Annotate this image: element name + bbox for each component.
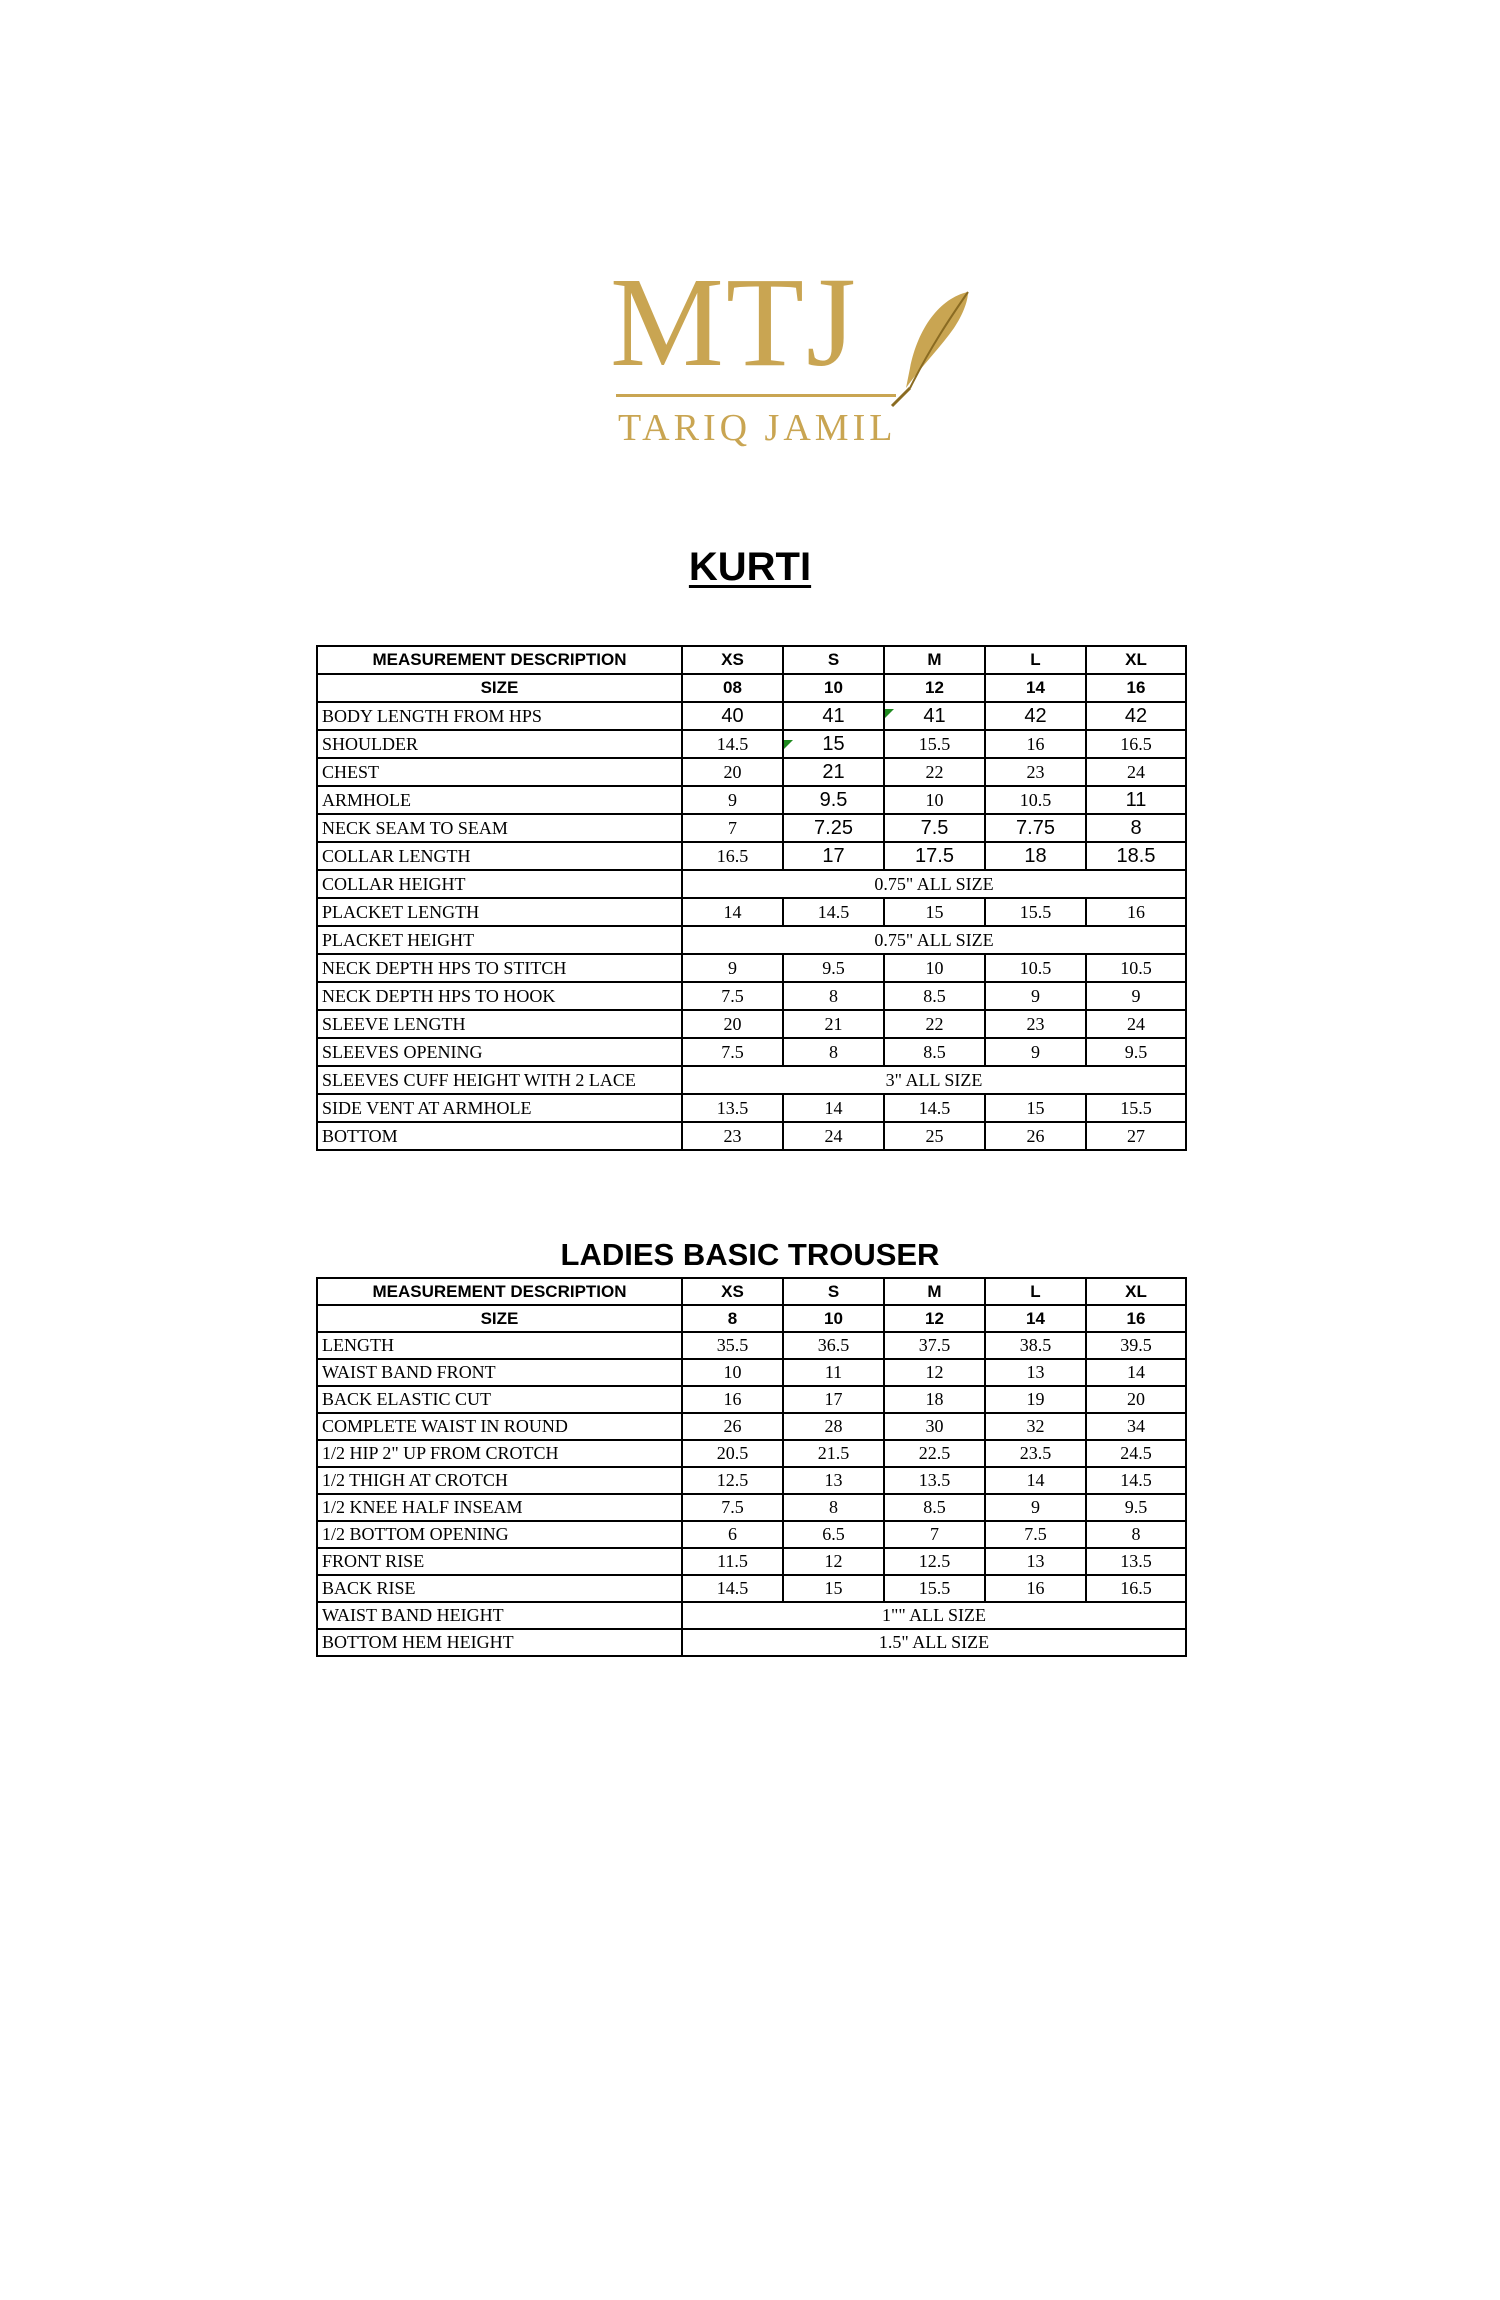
all-size-value: 1"" ALL SIZE	[682, 1602, 1186, 1629]
measurement-value: 16.5	[1086, 730, 1186, 758]
measurement-value: 15.5	[884, 1575, 985, 1602]
measurement-value: 30	[884, 1413, 985, 1440]
size-value: 14	[985, 1305, 1086, 1332]
measurement-value: 23	[985, 758, 1086, 786]
table-row	[317, 1521, 1186, 1548]
table-row	[317, 1467, 1186, 1494]
measurement-value: 10	[884, 786, 985, 814]
measurement-value: 23	[682, 1122, 783, 1150]
measurement-value: 18	[985, 842, 1086, 870]
row-label: 1/2 THIGH AT CROTCH	[317, 1467, 682, 1494]
measurement-value: 8	[1086, 814, 1186, 842]
table-row	[317, 926, 1186, 954]
table-row	[317, 870, 1186, 898]
measurement-value: 22.5	[884, 1440, 985, 1467]
measurement-value: 14	[783, 1094, 884, 1122]
measurement-value: 10.5	[985, 954, 1086, 982]
table-row	[317, 1094, 1186, 1122]
measurement-value: 7.5	[884, 814, 985, 842]
table-row	[317, 1332, 1186, 1359]
column-header-size: XS	[682, 1278, 783, 1305]
measurement-value: 6	[682, 1521, 783, 1548]
logo-subtitle: TARIQ JAMIL	[618, 407, 897, 449]
row-label: NECK DEPTH HPS TO HOOK	[317, 982, 682, 1010]
measurement-value: 22	[884, 758, 985, 786]
measurement-value: 28	[783, 1413, 884, 1440]
measurement-value: 15	[783, 730, 884, 758]
measurement-value: 7.75	[985, 814, 1086, 842]
measurement-value: 7.25	[783, 814, 884, 842]
measurement-value: 9.5	[1086, 1494, 1186, 1521]
row-label: BODY LENGTH FROM HPS	[317, 702, 682, 730]
measurement-value: 15	[985, 1094, 1086, 1122]
measurement-value: 13.5	[884, 1467, 985, 1494]
row-label: COMPLETE WAIST IN ROUND	[317, 1413, 682, 1440]
measurement-value: 7	[884, 1521, 985, 1548]
measurement-value: 9	[985, 1038, 1086, 1066]
measurement-value: 24	[1086, 758, 1186, 786]
measurement-value: 20	[682, 1010, 783, 1038]
table-row	[317, 954, 1186, 982]
row-label: COLLAR HEIGHT	[317, 870, 682, 898]
trouser-size-table	[316, 1277, 1187, 1657]
measurement-value: 38.5	[985, 1332, 1086, 1359]
size-label: SIZE	[317, 674, 682, 702]
measurement-value: 26	[682, 1413, 783, 1440]
row-label: SLEEVES OPENING	[317, 1038, 682, 1066]
size-value: 08	[682, 674, 783, 702]
row-label: PLACKET HEIGHT	[317, 926, 682, 954]
measurement-value: 19	[985, 1386, 1086, 1413]
row-label: ARMHOLE	[317, 786, 682, 814]
header-row	[317, 1278, 1186, 1305]
measurement-value: 8	[1086, 1521, 1186, 1548]
measurement-value: 12	[884, 1359, 985, 1386]
row-label: FRONT RISE	[317, 1548, 682, 1575]
measurement-value: 17	[783, 842, 884, 870]
size-value: 16	[1086, 1305, 1186, 1332]
measurement-value: 24	[783, 1122, 884, 1150]
measurement-value: 9	[985, 1494, 1086, 1521]
measurement-value: 17.5	[884, 842, 985, 870]
table-row	[317, 814, 1186, 842]
all-size-value: 0.75" ALL SIZE	[682, 926, 1186, 954]
measurement-value: 14	[682, 898, 783, 926]
row-label: SLEEVES CUFF HEIGHT WITH 2 LACE	[317, 1066, 682, 1094]
size-row	[317, 1305, 1186, 1332]
row-label: NECK SEAM TO SEAM	[317, 814, 682, 842]
measurement-value: 35.5	[682, 1332, 783, 1359]
table-row	[317, 1548, 1186, 1575]
measurement-value: 16	[985, 730, 1086, 758]
column-header-size: XL	[1086, 646, 1186, 674]
table-row	[317, 842, 1186, 870]
measurement-value: 20	[1086, 1386, 1186, 1413]
table-row	[317, 1602, 1186, 1629]
measurement-value: 21.5	[783, 1440, 884, 1467]
measurement-value: 9	[985, 982, 1086, 1010]
measurement-value: 21	[783, 758, 884, 786]
size-label: SIZE	[317, 1305, 682, 1332]
row-label: SLEEVE LENGTH	[317, 1010, 682, 1038]
row-label: BACK ELASTIC CUT	[317, 1386, 682, 1413]
column-header-description: MEASUREMENT DESCRIPTION	[317, 1278, 682, 1305]
measurement-value: 23	[985, 1010, 1086, 1038]
measurement-value: 15	[884, 898, 985, 926]
size-value: 14	[985, 674, 1086, 702]
measurement-value: 27	[1086, 1122, 1186, 1150]
measurement-value: 14.5	[682, 730, 783, 758]
column-header-size: L	[985, 1278, 1086, 1305]
row-label: BOTTOM HEM HEIGHT	[317, 1629, 682, 1656]
table-row	[317, 1359, 1186, 1386]
measurement-value: 15.5	[985, 898, 1086, 926]
header-row	[317, 646, 1186, 674]
measurement-value: 14.5	[783, 898, 884, 926]
row-label: LENGTH	[317, 1332, 682, 1359]
measurement-value: 41	[884, 702, 985, 730]
measurement-value: 16	[985, 1575, 1086, 1602]
brand-logo	[610, 251, 970, 458]
logo-divider	[616, 394, 896, 397]
row-label: 1/2 BOTTOM OPENING	[317, 1521, 682, 1548]
measurement-value: 42	[1086, 702, 1186, 730]
column-header-size: S	[783, 646, 884, 674]
table-row	[317, 898, 1186, 926]
table-row	[317, 1010, 1186, 1038]
table-row	[317, 1038, 1186, 1066]
measurement-value: 12.5	[884, 1548, 985, 1575]
measurement-value: 9	[682, 954, 783, 982]
measurement-value: 20.5	[682, 1440, 783, 1467]
measurement-value: 23.5	[985, 1440, 1086, 1467]
measurement-value: 11	[1086, 786, 1186, 814]
measurement-value: 18	[884, 1386, 985, 1413]
row-label: 1/2 KNEE HALF INSEAM	[317, 1494, 682, 1521]
kurti-size-table	[316, 645, 1187, 1151]
measurement-value: 16.5	[1086, 1575, 1186, 1602]
measurement-value: 8	[783, 1038, 884, 1066]
row-label: SHOULDER	[317, 730, 682, 758]
measurement-value: 14	[985, 1467, 1086, 1494]
measurement-value: 36.5	[783, 1332, 884, 1359]
measurement-value: 24.5	[1086, 1440, 1186, 1467]
measurement-value: 12.5	[682, 1467, 783, 1494]
measurement-value: 39.5	[1086, 1332, 1186, 1359]
measurement-value: 8	[783, 1494, 884, 1521]
table-row	[317, 1494, 1186, 1521]
measurement-value: 16	[1086, 898, 1186, 926]
size-row	[317, 674, 1186, 702]
column-header-size: M	[884, 646, 985, 674]
row-label: WAIST BAND FRONT	[317, 1359, 682, 1386]
measurement-value: 11.5	[682, 1548, 783, 1575]
measurement-value: 13	[985, 1359, 1086, 1386]
trouser-title: LADIES BASIC TROUSER	[560, 1237, 940, 1272]
measurement-value: 8.5	[884, 982, 985, 1010]
measurement-value: 16	[682, 1386, 783, 1413]
measurement-value: 7.5	[682, 1038, 783, 1066]
quill-feather-icon	[880, 288, 975, 408]
all-size-value: 1.5" ALL SIZE	[682, 1629, 1186, 1656]
all-size-value: 3" ALL SIZE	[682, 1066, 1186, 1094]
measurement-value: 15.5	[1086, 1094, 1186, 1122]
measurement-value: 17	[783, 1386, 884, 1413]
table-row	[317, 1413, 1186, 1440]
measurement-value: 15.5	[884, 730, 985, 758]
measurement-value: 9.5	[1086, 1038, 1186, 1066]
measurement-value: 42	[985, 702, 1086, 730]
row-label: COLLAR LENGTH	[317, 842, 682, 870]
measurement-value: 13.5	[1086, 1548, 1186, 1575]
table-row	[317, 1440, 1186, 1467]
table-row	[317, 1122, 1186, 1150]
size-value: 12	[884, 1305, 985, 1332]
measurement-value: 13.5	[682, 1094, 783, 1122]
measurement-value: 22	[884, 1010, 985, 1038]
table-row	[317, 1066, 1186, 1094]
table-row	[317, 702, 1186, 730]
measurement-value: 15	[783, 1575, 884, 1602]
measurement-value: 16.5	[682, 842, 783, 870]
measurement-value: 25	[884, 1122, 985, 1150]
measurement-value: 40	[682, 702, 783, 730]
measurement-value: 37.5	[884, 1332, 985, 1359]
measurement-value: 9.5	[783, 954, 884, 982]
size-value: 10	[783, 674, 884, 702]
row-label: SIDE VENT AT ARMHOLE	[317, 1094, 682, 1122]
measurement-value: 18.5	[1086, 842, 1186, 870]
measurement-value: 32	[985, 1413, 1086, 1440]
row-label: BACK RISE	[317, 1575, 682, 1602]
table-row	[317, 786, 1186, 814]
measurement-value: 9	[1086, 982, 1186, 1010]
measurement-value: 10.5	[1086, 954, 1186, 982]
measurement-value: 20	[682, 758, 783, 786]
kurti-title: KURTI	[688, 545, 812, 589]
column-header-size: M	[884, 1278, 985, 1305]
table-row	[317, 982, 1186, 1010]
measurement-value: 41	[783, 702, 884, 730]
measurement-value: 6.5	[783, 1521, 884, 1548]
measurement-value: 8.5	[884, 1038, 985, 1066]
size-value: 16	[1086, 674, 1186, 702]
measurement-value: 13	[783, 1467, 884, 1494]
row-label: CHEST	[317, 758, 682, 786]
measurement-value: 9	[682, 786, 783, 814]
measurement-value: 7.5	[682, 1494, 783, 1521]
row-label: 1/2 HIP 2" UP FROM CROTCH	[317, 1440, 682, 1467]
table-row	[317, 1629, 1186, 1656]
size-value: 10	[783, 1305, 884, 1332]
column-header-size: XS	[682, 646, 783, 674]
table-row	[317, 1386, 1186, 1413]
measurement-value: 11	[783, 1359, 884, 1386]
row-label: BOTTOM	[317, 1122, 682, 1150]
column-header-size: S	[783, 1278, 884, 1305]
measurement-value: 7.5	[682, 982, 783, 1010]
comment-marker	[784, 740, 793, 749]
measurement-value: 7.5	[985, 1521, 1086, 1548]
measurement-value: 26	[985, 1122, 1086, 1150]
size-value: 8	[682, 1305, 783, 1332]
measurement-value: 7	[682, 814, 783, 842]
column-header-size: L	[985, 646, 1086, 674]
measurement-value: 10.5	[985, 786, 1086, 814]
comment-marker	[885, 709, 894, 718]
measurement-value: 12	[783, 1548, 884, 1575]
row-label: NECK DEPTH HPS TO STITCH	[317, 954, 682, 982]
measurement-value: 34	[1086, 1413, 1186, 1440]
measurement-value: 8	[783, 982, 884, 1010]
table-row	[317, 758, 1186, 786]
measurement-value: 10	[884, 954, 985, 982]
row-label: PLACKET LENGTH	[317, 898, 682, 926]
column-header-description: MEASUREMENT DESCRIPTION	[317, 646, 682, 674]
row-label: WAIST BAND HEIGHT	[317, 1602, 682, 1629]
measurement-value: 14	[1086, 1359, 1186, 1386]
measurement-value: 24	[1086, 1010, 1186, 1038]
measurement-value: 14.5	[682, 1575, 783, 1602]
table-row	[317, 1575, 1186, 1602]
measurement-value: 13	[985, 1548, 1086, 1575]
measurement-value: 9.5	[783, 786, 884, 814]
measurement-value: 14.5	[884, 1094, 985, 1122]
size-value: 12	[884, 674, 985, 702]
logo-mark: MTJ	[610, 251, 858, 393]
measurement-value: 14.5	[1086, 1467, 1186, 1494]
measurement-value: 21	[783, 1010, 884, 1038]
column-header-size: XL	[1086, 1278, 1186, 1305]
all-size-value: 0.75" ALL SIZE	[682, 870, 1186, 898]
measurement-value: 10	[682, 1359, 783, 1386]
measurement-value: 8.5	[884, 1494, 985, 1521]
table-row	[317, 730, 1186, 758]
